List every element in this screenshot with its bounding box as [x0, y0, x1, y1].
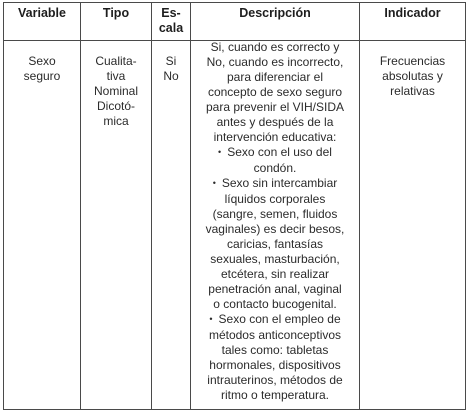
- cell-escala: [152, 54, 190, 84]
- header-escala-line2: cala: [158, 21, 184, 35]
- cell-tipo-line: Cualita-: [95, 54, 137, 68]
- cell-escala-line: No: [163, 69, 179, 83]
- descripcion-line: para prevenir el VIH/SIDA: [205, 100, 345, 114]
- cell-indicador-line: relativas: [390, 84, 435, 98]
- cell-tipo-line: Dicotó-: [96, 99, 135, 113]
- cell-indicador-line: Frecuencias: [379, 54, 446, 68]
- bullet-dot-icon: •: [212, 178, 216, 188]
- bullet-item-1: [191, 145, 359, 161]
- bullet-line: caricias, fantasías: [226, 237, 324, 251]
- bullet-line: Sexo con el empleo de: [218, 312, 341, 326]
- cell-tipo: [81, 54, 151, 129]
- bullet-line: Sexo sin intercambiar: [221, 176, 338, 190]
- cell-tipo-line: Nominal: [93, 84, 138, 98]
- header-escala-line1: Es-: [161, 6, 181, 20]
- bullet-line: sexuales, masturbación,: [210, 252, 340, 266]
- bullet-line: vaginales) es decir besos,: [205, 222, 345, 236]
- descripcion-line: Si, cuando es correcto y: [210, 40, 340, 54]
- bullet-line: métodos anticonceptivos: [208, 328, 342, 342]
- bullet-line: etcétera, sin realizar: [220, 267, 330, 281]
- cell-variable-line: seguro: [23, 69, 61, 83]
- bullet-line: intrauterinos, métodos de: [207, 373, 343, 387]
- table-border-right: [465, 2, 466, 410]
- bullet-line: o contacto bucogenital.: [213, 297, 337, 311]
- bullet-line: Sexo con el uso del: [227, 145, 332, 159]
- descripcion-line: No, cuando es incorrecto,: [206, 55, 344, 69]
- cell-escala-line: Si: [165, 54, 177, 68]
- cell-descripcion: [191, 40, 359, 403]
- descripcion-line: intervención educativa:: [213, 130, 337, 144]
- bullet-line: hormonales, dispositivos: [209, 358, 341, 372]
- bullet-line: tales como: tabletas: [221, 343, 329, 357]
- descripcion-line: concepto de sexo seguro: [207, 85, 343, 99]
- bullet-item-3: [191, 312, 359, 328]
- variables-table: [3, 2, 466, 410]
- bullet-line: (sangre, semen, fluidos: [212, 207, 338, 221]
- cell-tipo-line: tiva: [106, 69, 126, 83]
- cell-indicador-line: absolutas y: [382, 69, 443, 83]
- header-variable: Variable: [18, 6, 66, 20]
- descripcion-line: para diferenciar el: [226, 70, 324, 84]
- descripcion-line: antes y después de la: [216, 115, 334, 129]
- table-border-top: [3, 2, 466, 3]
- cell-tipo-line: mica: [103, 114, 129, 128]
- bullet-line: condón.: [253, 161, 297, 175]
- bullet-item-2: [191, 176, 359, 192]
- header-tipo: Tipo: [102, 6, 130, 20]
- header-escala: [152, 6, 190, 36]
- cell-indicador: [360, 54, 465, 99]
- cell-variable: [4, 54, 80, 84]
- bullet-line: líquidos corporales: [224, 192, 326, 206]
- bullet-line: ritmo o temperatura.: [220, 388, 330, 402]
- header-indicador: Indicador: [384, 6, 441, 20]
- cell-variable-line: Sexo: [28, 54, 56, 68]
- bullet-dot-icon: •: [218, 147, 222, 157]
- bullet-dot-icon: •: [209, 314, 213, 324]
- header-descripcion: Descripción: [239, 6, 311, 20]
- bullet-line: penetración anal, vaginal: [208, 282, 342, 296]
- table-border-bottom: [3, 409, 466, 410]
